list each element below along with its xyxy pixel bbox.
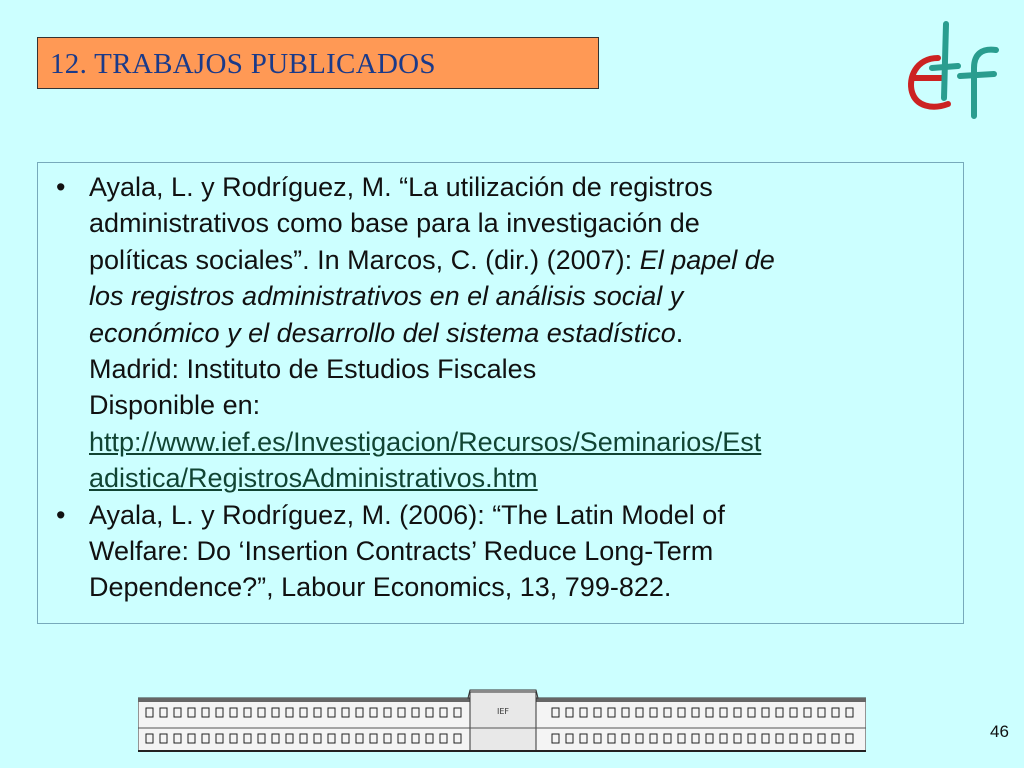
- reference-link-part-2[interactable]: adistica/RegistrosAdministrativos.htm: [89, 463, 538, 494]
- reference-line: Ayala, L. y Rodríguez, M. “La utilización de registros: [89, 172, 713, 202]
- title-period: .: [675, 317, 684, 348]
- book-title-part: los registros administrativos en el análisis social y: [89, 281, 684, 312]
- available-label: Disponible en:: [89, 390, 261, 421]
- bullet: •: [56, 172, 66, 202]
- reference-link-part-1[interactable]: http://www.ief.es/Investigacion/Recursos/Seminarios/Est: [89, 426, 762, 457]
- reference-item-1: [38, 169, 963, 497]
- reference-line: administrativos como base para la investigación de: [89, 208, 700, 239]
- reference-line: Dependence?”, Labour Economics, 13, 799-822.: [89, 572, 672, 603]
- slide-title: 12. TRABAJOS PUBLICADOS: [50, 48, 436, 80]
- slide-title-box: [37, 37, 599, 89]
- reference-line: Ayala, L. y Rodríguez, M. (2006): “The Latin Model of: [89, 499, 725, 530]
- publisher: Madrid: Instituto de Estudios Fiscales: [89, 354, 537, 385]
- bullet: •: [56, 499, 66, 530]
- building-illustration: [138, 688, 866, 752]
- reference-item-2: [38, 497, 963, 606]
- reference-line: Welfare: Do ‘Insertion Contracts’ Reduce Long-Term: [89, 536, 714, 567]
- book-title-part: El papel de: [639, 244, 775, 275]
- reference-line: políticas sociales”. In Marcos, C. (dir.) (2007):: [89, 244, 640, 275]
- building-label: IEF: [496, 707, 510, 716]
- ief-logo-icon: [898, 18, 1008, 122]
- book-title-part: económico y el desarrollo del sistema estadístico: [89, 317, 676, 348]
- references-box: [37, 162, 964, 624]
- page-number: 46: [990, 722, 1009, 741]
